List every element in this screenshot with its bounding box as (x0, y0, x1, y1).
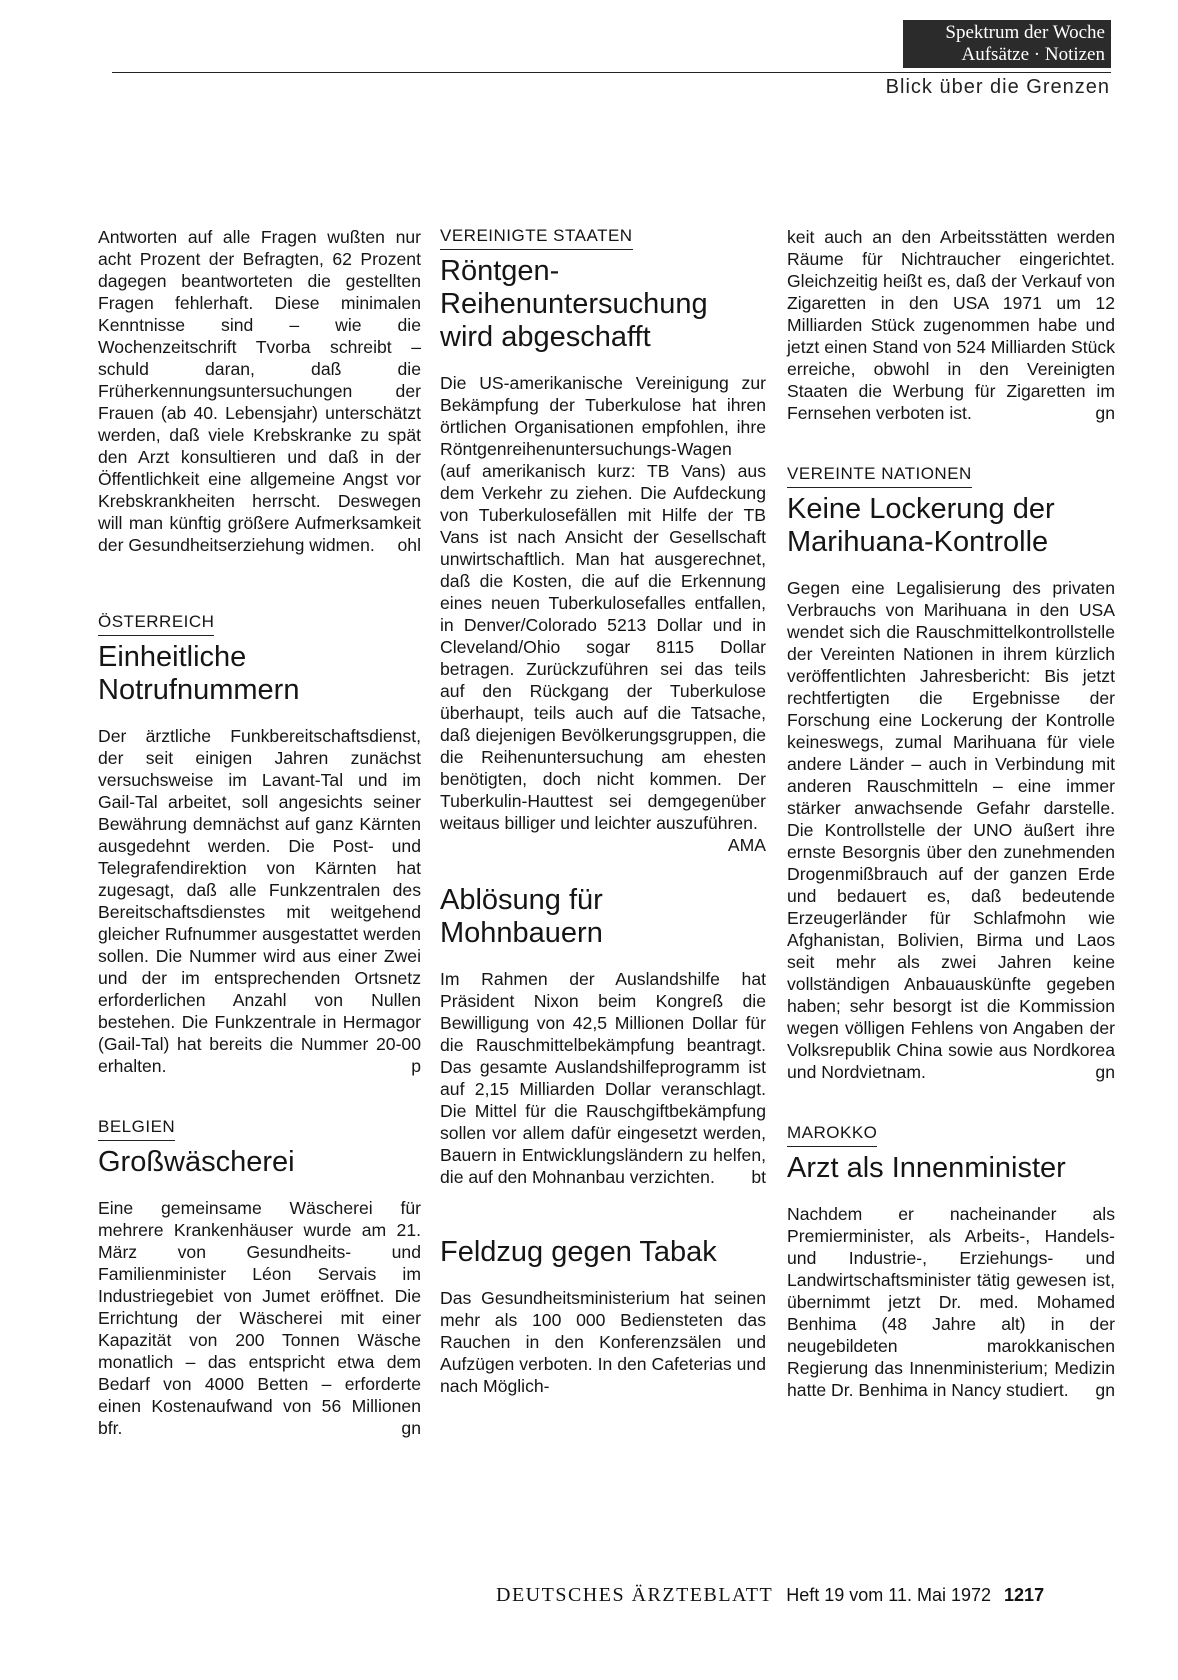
article-mohnbauern (440, 884, 766, 1188)
section-label: Blick über die Grenzen (885, 76, 1110, 98)
article-paragraph (98, 1197, 421, 1439)
article-body: Eine gemeinsame Wäscherei für mehrere Krankenhäuser wurde am 21. März von Gesundheits- und Familienminister Léon Servais im Industriegebiet von Jumet eröffnet. Die Errichtung der Wäscherei mit einer Kapazität von 200 Tonnen Wäsche monatlich – das entspricht etwa dem Bedarf von 4000 Betten – erforderte einen Kostenaufwand von 56 Millionen bfr. (98, 1198, 421, 1438)
article-signature: gn (1095, 1380, 1115, 1400)
article-vereinte-nationen (787, 464, 1115, 1083)
section-badge (903, 20, 1111, 68)
article-signature: bt (751, 1167, 766, 1187)
badge-line-1: Spektrum der Woche (945, 22, 1105, 43)
article-kicker: ÖSTERREICH (98, 612, 214, 636)
column-1 (98, 226, 421, 1439)
article-paragraph (787, 1203, 1115, 1401)
article-headline: Röntgen-Reihenuntersuchung wird abgeschafft (440, 255, 708, 353)
article-headline: Großwäscherei (98, 1146, 295, 1178)
article-body: Die US-amerikanische Vereinigung zur Bekämpfung der Tuberkulose hat ihren örtlichen Organisationen empfohlen, ihre Röntgenreihenuntersuchungs-Wagen (auf amerikanisch kurz: TB Vans) aus dem Verkehr zu ziehen. Die Aufdeckung von Tuberkulosefällen mit Hilfe der TB Vans ist nach Ansicht der Gesellschaft unwirtschaftlich. Man hat ausgerechnet, daß die Kosten, die auf die Erkennung eines neuen Tuberkulosefalles entfallen, in Denver/Colorado 5213 Dollar und in Cleveland/Ohio sogar 8115 Dollar betragen. Zurückzuführen sei das teils auf den Rückgang der Tuberkulose überhaupt, teils auch auf die Tatsache, daß diejenigen Bevölkerungsgruppen, die die Reihenuntersuchung am ehesten benötigten, doch nicht kommen. Der Tuberkulin-Hauttest sei demgegenüber weitaus billiger und leichter auszuführen. (440, 373, 766, 833)
article-continuation (787, 226, 1115, 424)
article-signature: gn (1095, 403, 1115, 423)
article-signature: ohl (397, 535, 421, 555)
article-paragraph (787, 577, 1115, 1083)
article-body: Das Gesundheitsministerium hat seinen mehr als 100 000 Bediensteten das Rauchen in den Konferenzsälen und Aufzügen verboten. In den Cafeterias und nach Möglich- (440, 1288, 766, 1396)
badge-line-2: Aufsätze · Notizen (961, 44, 1105, 65)
article-tabak (440, 1236, 766, 1397)
article-oesterreich (98, 612, 421, 1077)
article-kicker: VEREINTE NATIONEN (787, 464, 972, 488)
article-belgien (98, 1117, 421, 1439)
article-signature: AMA (727, 835, 766, 855)
page-number: 1217 (1004, 1585, 1045, 1605)
article-headline: Einheitliche Notrufnummern (98, 641, 300, 706)
article-paragraph (98, 725, 421, 1077)
article-signature: p (411, 1056, 421, 1076)
article-headline: Keine Lockerung der Marihuana-Kontrolle (787, 493, 1055, 558)
article-kicker: VEREINIGTE STAATEN (440, 226, 633, 250)
article-vereinigte-staaten (440, 226, 766, 855)
article-headline: Arzt als Innenminister (787, 1152, 1066, 1184)
article-body: Im Rahmen der Auslandshilfe hat Präsident Nixon beim Kongreß die Bewilligung von 42,5 Millionen Dollar für die Rauschmittelbekämpfung beantragt. Das gesamte Auslandshilfeprogramm ist auf 2,15 Milliarden Dollar veranschlagt. Die Mittel für die Rauschgiftbekämpfung sollen vor allem dafür eingesetzt werden, Bauern in Entwicklungsländern zu helfen, die auf den Mohnanbau verzichten. (440, 969, 766, 1187)
article-continuation (98, 226, 421, 556)
article-body: Nachdem er nacheinander als Premierminister, als Arbeits-, Handels- und Industrie-, Erziehungs- und Landwirtschaftsminister tätig gewesen ist, übernimmt jetzt Dr. med. Mohamed Benhima (48 Jahre alt) in der neugebildeten marokkanischen Regierung das Innenministerium; Medizin hatte Dr. Benhima in Nancy studiert. (787, 1204, 1115, 1400)
article-signature: gn (1095, 1062, 1115, 1082)
article-body: Gegen eine Legalisierung des privaten Verbrauchs von Marihuana in den USA wendet sich die Rauschmittelkontrollstelle der Vereinten Nationen in ihrem kürzlich veröffentlichten Jahresbericht: Bis jetzt rechtfertigten die Ergebnisse der Forschung eine Lockerung der Kontrolle keineswegs, zumal Marihuana für viele andere Länder – auch in Verbindung mit anderen Rauschmitteln – eine immer stärker anwachsende Gefahr darstelle. Die Kontrollstelle der UNO äußert ihre ernste Besorgnis über den zunehmenden Drogenmißbrauch auf der ganzen Erde und bedauert es, daß bedeutende Erzeugerländer für Schlafmohn wie Afghanistan, Bolivien, Birma und Laos seit mehr als zwei Jahren keine vollständigen Anbauauskünfte gegeben haben; sehr besorgt ist die Kommission wegen völligen Fehlens von Angaben der Volksrepublik China sowie aus Nordkorea und Nordvietnam. (787, 578, 1115, 1082)
article-paragraph (440, 968, 766, 1188)
article-body: Antworten auf alle Fragen wußten nur acht Prozent der Befragten, 62 Prozent dagegen beantworteten die gestellten Fragen fehlerhaft. Diese minimalen Kenntnisse sind – wie die Wochenzeitschrift Tvorba schreibt – schuld daran, daß die Früherkennungsuntersuchungen der Frauen (ab 40. Lebensjahr) unterschätzt werden, daß viele Krebskranke zu spät den Arzt konsultieren und daß in der Öffentlichkeit eine allgemeine Angst vor Krebskrankheiten herrscht. Deswegen will man künftig größere Aufmerksamkeit der Gesundheitserziehung widmen. (98, 227, 421, 555)
article-kicker: MAROKKO (787, 1123, 877, 1147)
article-body: keit auch an den Arbeitsstätten werden Räume für Nichtraucher eingerichtet. Gleichzeitig heißt es, daß der Verkauf von Zigaretten in den USA 1971 um 12 Milliarden Stück zugenommen habe und jetzt einen Stand von 524 Milliarden Stück erreiche, obwohl in den Vereinigten Staaten die Werbung für Zigaretten im Fernsehen verboten ist. (787, 227, 1115, 423)
header-rule (112, 72, 1111, 73)
column-2 (440, 226, 766, 1397)
issue-info: Heft 19 vom 11. Mai 1972 (786, 1585, 992, 1605)
article-headline: Ablösung für Mohnbauern (440, 884, 603, 949)
page-footer (496, 1584, 1044, 1607)
article-headline: Feldzug gegen Tabak (440, 1236, 717, 1268)
column-3 (787, 226, 1115, 1401)
masthead: DEUTSCHES ÄRZTEBLATT (496, 1584, 774, 1606)
article-signature: gn (401, 1418, 421, 1438)
article-kicker: BELGIEN (98, 1117, 175, 1141)
article-body: Der ärztliche Funkbereitschaftsdienst, der seit einigen Jahren zunächst versuchsweise im Lavant-Tal und im Gail-Tal arbeitet, soll angesichts seiner Bewährung demnächst auf ganz Kärnten ausgedehnt werden. Die Post- und Telegrafendirektion von Kärnten hat zugesagt, daß alle Funkzentralen des Bereitschaftsdienstes mit weitgehend gleicher Rufnummer ausgestattet werden sollen. Die Nummer wird aus einer Zwei und der im entsprechenden Ortsnetz erforderlichen Anzahl von Nullen bestehen. Die Funkzentrale in Hermagor (Gail-Tal) hat bereits die Nummer 20-00 erhalten. (98, 726, 421, 1076)
article-marokko (787, 1123, 1115, 1401)
article-paragraph (440, 372, 766, 855)
